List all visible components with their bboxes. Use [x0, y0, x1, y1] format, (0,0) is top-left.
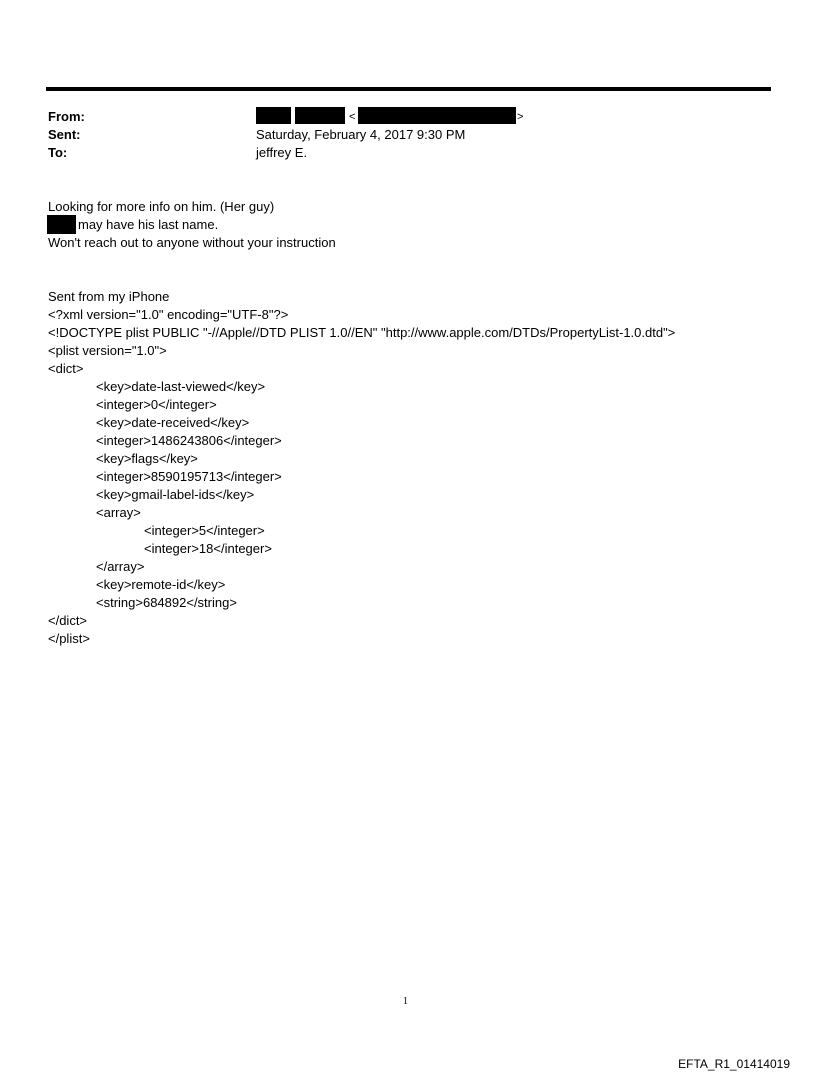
plist-line: <array> [96, 505, 141, 520]
email-open-bracket: < [349, 111, 356, 123]
plist-line: <key>gmail-label-ids</key> [96, 487, 255, 502]
plist-line: <key>flags</key> [96, 451, 198, 466]
plist-line: <integer>0</integer> [96, 397, 217, 412]
signature-line: Sent from my iPhone [48, 289, 170, 304]
redaction-block [358, 107, 516, 124]
plist-line: <integer>1486243806</integer> [96, 433, 282, 448]
document-id: EFTA_R1_01414019 [678, 1057, 790, 1071]
plist-line: <integer>8590195713</integer> [96, 469, 282, 484]
redaction-block [47, 215, 76, 234]
plist-line: </dict> [48, 613, 88, 628]
redaction-block [295, 107, 345, 124]
from-label: From: [48, 109, 85, 124]
plist-line: <!DOCTYPE plist PUBLIC "-//Apple//DTD PLIST 1.0//EN" "http://www.apple.com/DTDs/PropertyList-1.0.dtd"> [48, 325, 676, 340]
page-number: 1 [403, 996, 408, 1007]
plist-line: <?xml version="1.0" encoding="UTF-8"?> [48, 307, 289, 322]
body-line: Won't reach out to anyone without your instruction [48, 235, 336, 250]
plist-line: <dict> [48, 361, 84, 376]
to-value: jeffrey E. [256, 145, 308, 160]
sent-label: Sent: [48, 127, 81, 142]
body-line: may have his last name. [78, 217, 219, 232]
sent-value: Saturday, February 4, 2017 9:30 PM [256, 127, 466, 142]
email-close-bracket: > [517, 111, 524, 123]
plist-line: </plist> [48, 631, 90, 646]
plist-line: <integer>5</integer> [144, 523, 265, 538]
plist-line: <string>684892</string> [96, 595, 237, 610]
redaction-block [256, 107, 291, 124]
plist-line: <integer>18</integer> [144, 541, 272, 556]
body-line: Looking for more info on him. (Her guy) [48, 199, 275, 214]
plist-line: <plist version="1.0"> [48, 343, 167, 358]
to-label: To: [48, 145, 68, 160]
plist-line: <key>remote-id</key> [96, 577, 226, 592]
header-rule [46, 87, 771, 91]
plist-line: <key>date-last-viewed</key> [96, 379, 266, 394]
plist-line: <key>date-received</key> [96, 415, 250, 430]
plist-line: </array> [96, 559, 145, 574]
